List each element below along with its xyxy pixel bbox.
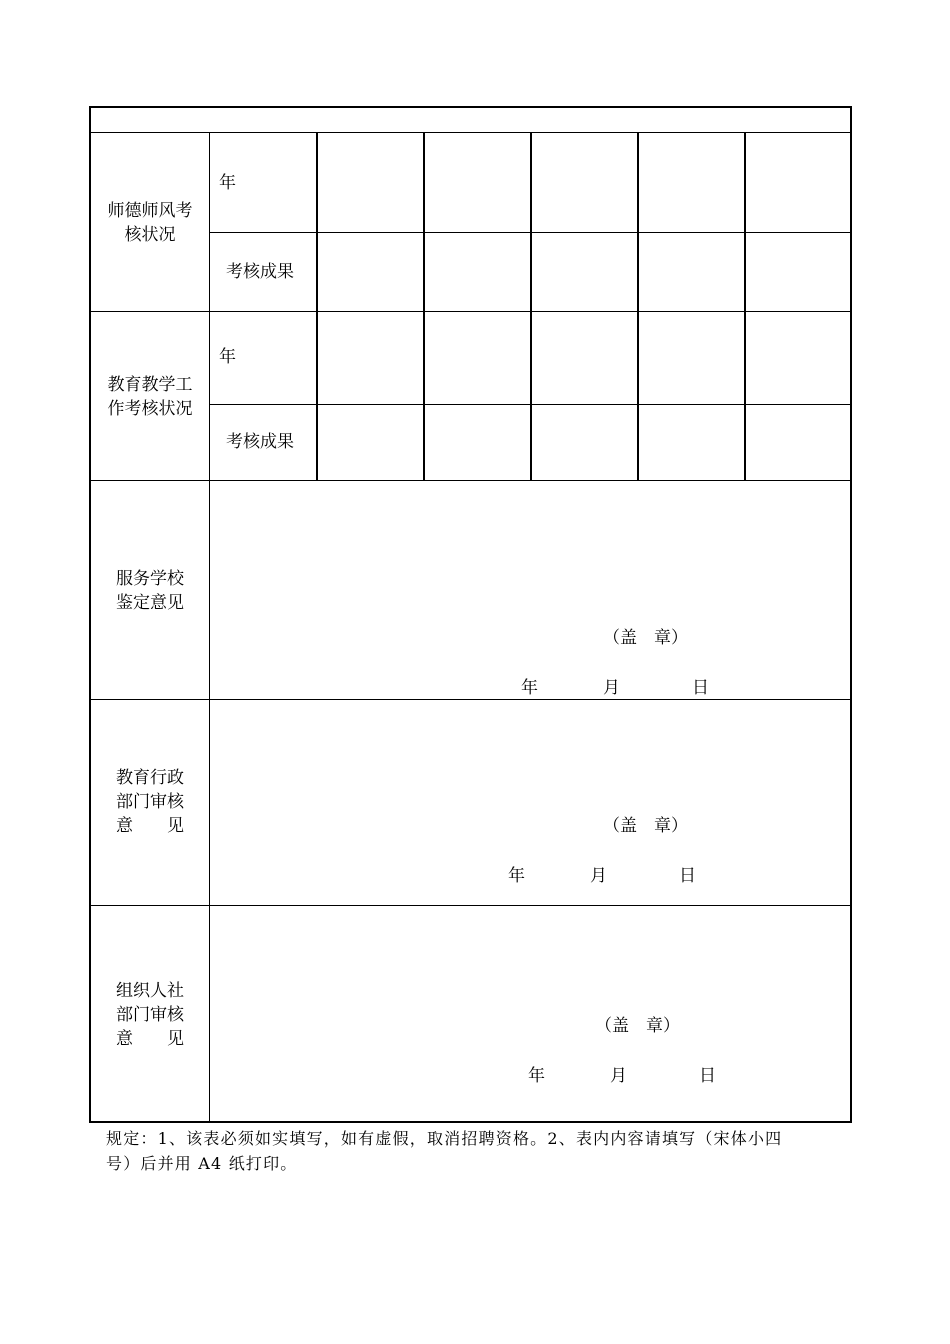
hr-dept-seal-label: （盖 章） [595, 1016, 680, 1036]
ethics-section-title: 师德师风考 核状况 [107, 201, 193, 245]
column-divider [744, 132, 746, 481]
row-divider [91, 132, 850, 133]
ethics-result-label: 考核成果 [226, 262, 294, 282]
column-divider [423, 132, 425, 481]
education-dept-date-month: 月 [590, 866, 607, 886]
hr-dept-date-day: 日 [699, 1066, 716, 1086]
school-opinion-title: 服务学校 鉴定意见 [116, 569, 184, 613]
row-divider [91, 480, 850, 481]
hr-dept-date-year: 年 [528, 1066, 545, 1086]
school-date-month: 月 [603, 678, 620, 698]
education-dept-date-year: 年 [508, 866, 525, 886]
column-divider [316, 132, 318, 481]
school-seal-label: （盖 章） [603, 628, 688, 648]
teaching-section-title: 教育教学工 作考核状况 [107, 375, 193, 419]
application-form-table [89, 106, 852, 1123]
school-date-day: 日 [692, 678, 709, 698]
row-divider [91, 311, 850, 312]
footer-note-line: 号）后并用 A4 纸打印。 [106, 1154, 298, 1173]
column-divider [530, 132, 532, 481]
teaching-result-label: 考核成果 [226, 432, 294, 452]
school-date-year: 年 [521, 678, 538, 698]
hr-dept-date-month: 月 [610, 1066, 627, 1086]
teaching-year-label: 年 [219, 347, 236, 367]
column-divider [209, 132, 210, 1123]
ethics-year-label: 年 [219, 173, 236, 193]
education-dept-seal-label: （盖 章） [603, 816, 688, 836]
hr-dept-title: 组织人社 部门审核 意 见 [116, 981, 184, 1049]
column-divider [637, 132, 639, 481]
education-dept-title: 教育行政 部门审核 意 见 [116, 768, 184, 836]
footer-note-line: 规定：1、该表必须如实填写，如有虚假，取消招聘资格。2、表内内容请填写（宋体小四 [106, 1129, 783, 1148]
education-dept-date-day: 日 [679, 866, 696, 886]
row-divider [91, 699, 850, 700]
row-divider [91, 905, 850, 906]
footer-note [106, 1126, 866, 1176]
